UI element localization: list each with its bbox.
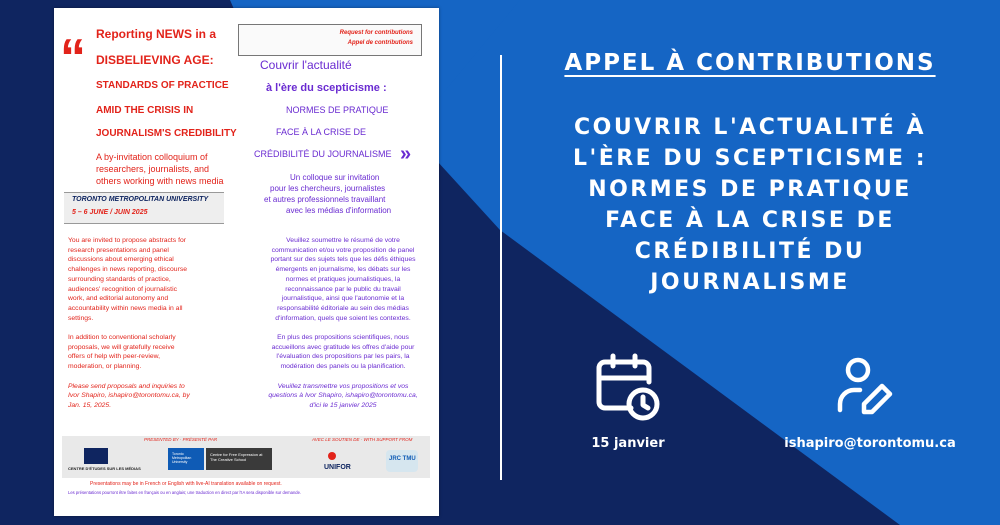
flyer-body-en-line: offers of help with peer-review, [68,353,161,361]
call-line-2: L'ÈRE DU SCEPTICISME : [572,146,928,171]
flyer-heading-en-1: Reporting NEWS in a [96,27,216,41]
flyer-body-en-line: You are invited to propose abstracts for [68,237,187,244]
flyer-tag-1: Request for contributions [339,30,413,36]
flyer-body-fr-line: d'information, quels que soient les contextes. [275,314,411,322]
flyer-body-en-line: research presentations and panel [68,246,169,254]
flyer-heading-en-4: AMID THE CRISIS IN [96,105,194,116]
flyer-body-en-line: challenges in news reporting, discourse [68,266,188,274]
flyer-footnote-fr: Les présentations pourront être faites en français ou en anglais; une traduction en direct par l'IA sera disponible sur demande. [68,490,302,495]
flyer-body-en [68,236,246,411]
logo-unifor-icon [328,452,336,460]
call-line-5: CRÉDIBILITÉ DU [634,239,866,264]
flyer-body-fr-line: d'ici le 15 janvier 2025 [309,401,377,409]
flyer-heading-fr-5: CRÉDIBILITÉ DU JOURNALISME [254,149,392,159]
call-title: APPEL À CONTRIBUTIONS [564,50,936,76]
flyer-body-fr-line: accueillons avec gratitude les offres d'aide pour [271,343,415,351]
flyer-body-fr-line: normes et pratiques journalistiques, la [285,275,401,283]
flyer-body-fr-line: Veuillez soumettre le résumé de votre [286,237,400,244]
flyer-body-fr-line: communication et/ou votre proposition de panel [271,246,415,254]
flyer-body-fr-line: responsabilité éditoriale au sein des médias [277,304,409,312]
flyer-body-fr-line: journalistique, ainsi que l'autonomie et la [281,295,405,303]
flyer-intro-en-1: A by-invitation colloquium of [96,152,208,162]
flyer-intro-fr-1: Un colloque sur invitation [290,173,380,182]
flyer-intro-fr-2: pour les chercheurs, journalistes [270,184,386,193]
flyer-body-en-line: discussions about emerging ethical [68,256,174,264]
logo-unifor: UNIFOR [324,464,351,471]
logo-cfe-text: Centre for Free Expression at The Creative School [210,452,263,462]
call-description [520,112,980,298]
flyer-chevron-icon: » [400,143,412,165]
flyer-tag-2: Appel de contributions [347,40,413,46]
vertical-divider [500,55,502,480]
flyer-footnote-en: Presentations may be in French or English with live-AI translation available on request. [90,481,282,487]
logo-cem-text: CENTRE D'ÉTUDES SUR LES MÉDIAS [68,466,141,471]
call-line-1: COUVRIR L'ACTUALITÉ À [573,115,927,140]
date-label: 15 janvier [591,436,665,451]
flyer-body-fr-line: l'évaluation des propositions par les pairs, la [276,353,410,361]
flyer-heading-fr-1: Couvrir l'actualité [260,58,352,72]
flyer-body-en-line: audiences' recognition of journalistic [68,285,177,293]
flyer-footer-presented: PRESENTED BY · PRÉSENTÉ PAR [144,437,218,442]
flyer-body-en-line: settings. [68,314,94,322]
flyer-body-fr-line [254,323,432,333]
flyer-body-en-line: moderation, or planning. [68,363,142,371]
event-flyer [54,8,439,516]
flyer-body-en-line: Please send proposals and inquiries to [68,382,185,390]
logo-jrc-text: JRC TMU [389,456,416,462]
flyer-intro-fr-3: et autres professionnels travaillant [264,195,386,204]
flyer-body-fr-line [254,372,432,382]
flyer-body-fr-line: En plus des propositions scientifiques, nous [277,334,409,342]
flyer-heading-fr-4: FACE À LA CRISE DE [276,127,367,137]
flyer-footer-support: AVEC LE SOUTIEN DE · WITH SUPPORT FROM [312,437,413,442]
flyer-body-fr-line: émergents en journalisme, les débats sur les [275,266,411,274]
flyer-body-fr-line: questions à Ivor Shapiro, ishapiro@torontomu.ca, [268,392,418,400]
flyer-heading-en-2: DISBELIEVING AGE: [96,53,214,67]
flyer-intro-fr-4: avec les médias d'information [286,206,392,215]
calendar-clock-icon [593,352,663,428]
flyer-body-en-line: In addition to conventional scholarly [68,334,176,342]
flyer-body-fr [254,236,432,411]
flyer-body-en-line: work, and editorial autonomy and [68,295,169,303]
flyer-body-en-line [68,372,246,382]
flyer-heading-en-5: JOURNALISM'S CREDIBILITY [96,128,237,139]
flyer-body-fr-line: Veuillez transmettre vos propositions et vos [277,382,409,390]
flyer-body-en-line: proposals, we will gratefully receive [68,343,175,351]
flyer-body-en-line: Jan. 15, 2025. [68,401,112,409]
flyer-body-fr-line: modération des panels ou la planification. [280,363,406,371]
flyer-dates: 5 – 6 JUNE / JUIN 2025 [72,209,148,216]
flyer-intro-en-2: researchers, journalists, and [96,164,210,174]
logo-cem [84,448,108,464]
flyer-heading-fr-2: à l'ère du scepticisme : [266,82,387,94]
flyer-body-en-line: surrounding standards of practice, [68,275,171,283]
call-line-6: JOURNALISME [650,270,850,295]
flyer-heading-en-3: STANDARDS OF PRACTICE [96,80,229,91]
flyer-body-fr-line: reconnaissance par le public du travail [285,285,401,293]
flyer-body-fr-line: portant sur des sujets tels que les défis éthiques [270,256,416,264]
flyer-venue: TORONTO METROPOLITAN UNIVERSITY [72,196,209,203]
call-line-4: FACE À LA CRISE DE [605,208,895,233]
email-label: ishapiro@torontomu.ca [784,436,956,451]
call-line-3: NORMES DE PRATIQUE [588,177,912,202]
user-edit-icon [836,356,896,420]
flyer-intro-en-3: others working with news media [96,176,224,186]
logo-tmu-text: Toronto Metropolitan University [172,452,192,464]
flyer-quote-icon: “ [60,29,86,87]
flyer-body-en-line: Ivor Shapiro, ishapiro@torontomu.ca, by [68,392,190,400]
flyer-heading-fr-3: NORMES DE PRATIQUE [286,105,389,115]
flyer-body-en-line [68,323,246,333]
flyer-body-en-line: accountability within news media in all [68,304,183,312]
